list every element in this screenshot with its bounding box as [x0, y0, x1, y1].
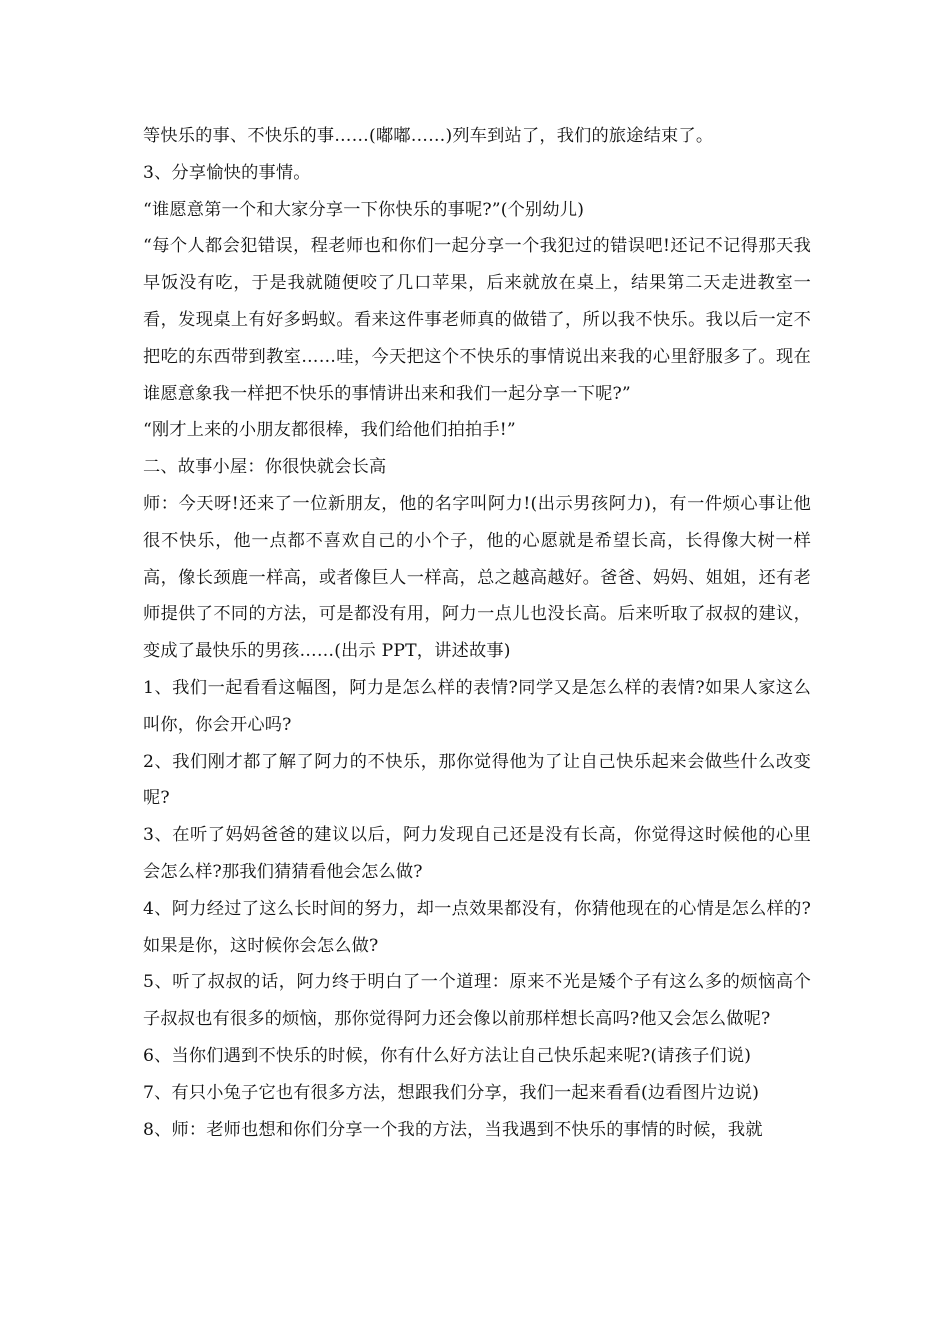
list-item: 1、我们一起看看这幅图，阿力是怎么样的表情?同学又是怎么样的表情?如果人家这么叫你，你会开心吗? — [143, 677, 811, 735]
section-heading: 二、故事小屋：你很快就会长高 — [143, 457, 387, 478]
paragraph: “谁愿意第一个和大家分享一下你快乐的事呢?”(个别幼儿) — [143, 199, 585, 220]
paragraph: “每个人都会犯错误，程老师也和你们一起分享一个我犯过的错误吧!还记不记得那天我早饭没有吃，于是我就随便咬了几口苹果，后来就放在桌上，结果第二天走进教室一看，发现桌上有好多蚂蚁。看来这件事老师真的做错了，所以我不快乐。我以后一定不把吃的东西带到教室……哇，今天把这个不快乐的事情说出来我的心里舒服多了。现在谁愿意象我一样把不快乐的事情讲出来和我们一起分享一下呢?” — [143, 236, 811, 404]
paragraph: 等快乐的事、不快乐的事……(嘟嘟……)列车到站了，我们的旅途结束了。 — [143, 126, 714, 146]
paragraph: 师：今天呀!还来了一位新朋友，他的名字叫阿力!(出示男孩阿力)，有一件烦心事让他很不快乐，他一点都不喜欢自己的小个子，他的心愿就是希望长高，长得像大树一样高，像长颈鹿一样高，或者像巨人一样高，总之越高越好。爸爸、妈妈、姐姐，还有老师提供了不同的方法，可是都没有用，阿力一点儿也没长高。后来听取了叔叔的建议，变成了最快乐的男孩……(出示 PPT，讲述故事) — [143, 493, 811, 662]
list-item: 3、在听了妈妈爸爸的建议以后，阿力发现自己还是没有长高，你觉得这时候他的心里会怎么样?那我们猜猜看他会怎么做? — [143, 825, 811, 882]
list-item: 6、当你们遇到不快乐的时候，你有什么好方法让自己快乐起来呢?(请孩子们说) — [143, 1045, 752, 1066]
list-item: 4、阿力经过了这么长时间的努力，却一点效果都没有，你猜他现在的心情是怎么样的?如果是你，这时候你会怎么做? — [143, 898, 811, 956]
list-item: 5、听了叔叔的话，阿力终于明白了一个道理：原来不光是矮个子有这么多的烦恼高个子叔叔也有很多的烦恼，那你觉得阿力还会像以前那样想长高吗?他又会怎么做呢? — [143, 972, 811, 1030]
paragraph: “刚才上来的小朋友都很棒，我们给他们拍拍手!” — [143, 420, 516, 441]
paragraph: 3、分享愉快的事情。 — [143, 162, 311, 183]
list-item: 2、我们刚才都了解了阿力的不快乐，那你觉得他为了让自己快乐起来会做些什么改变呢? — [143, 751, 811, 809]
document-page — [143, 118, 811, 1148]
list-item: 8、师：老师也想和你们分享一个我的方法，当我遇到不快乐的事情的时候，我就 — [143, 1119, 763, 1140]
list-item: 7、有只小兔子它也有很多方法，想跟我们分享，我们一起来看看(边看图片边说) — [143, 1082, 760, 1103]
